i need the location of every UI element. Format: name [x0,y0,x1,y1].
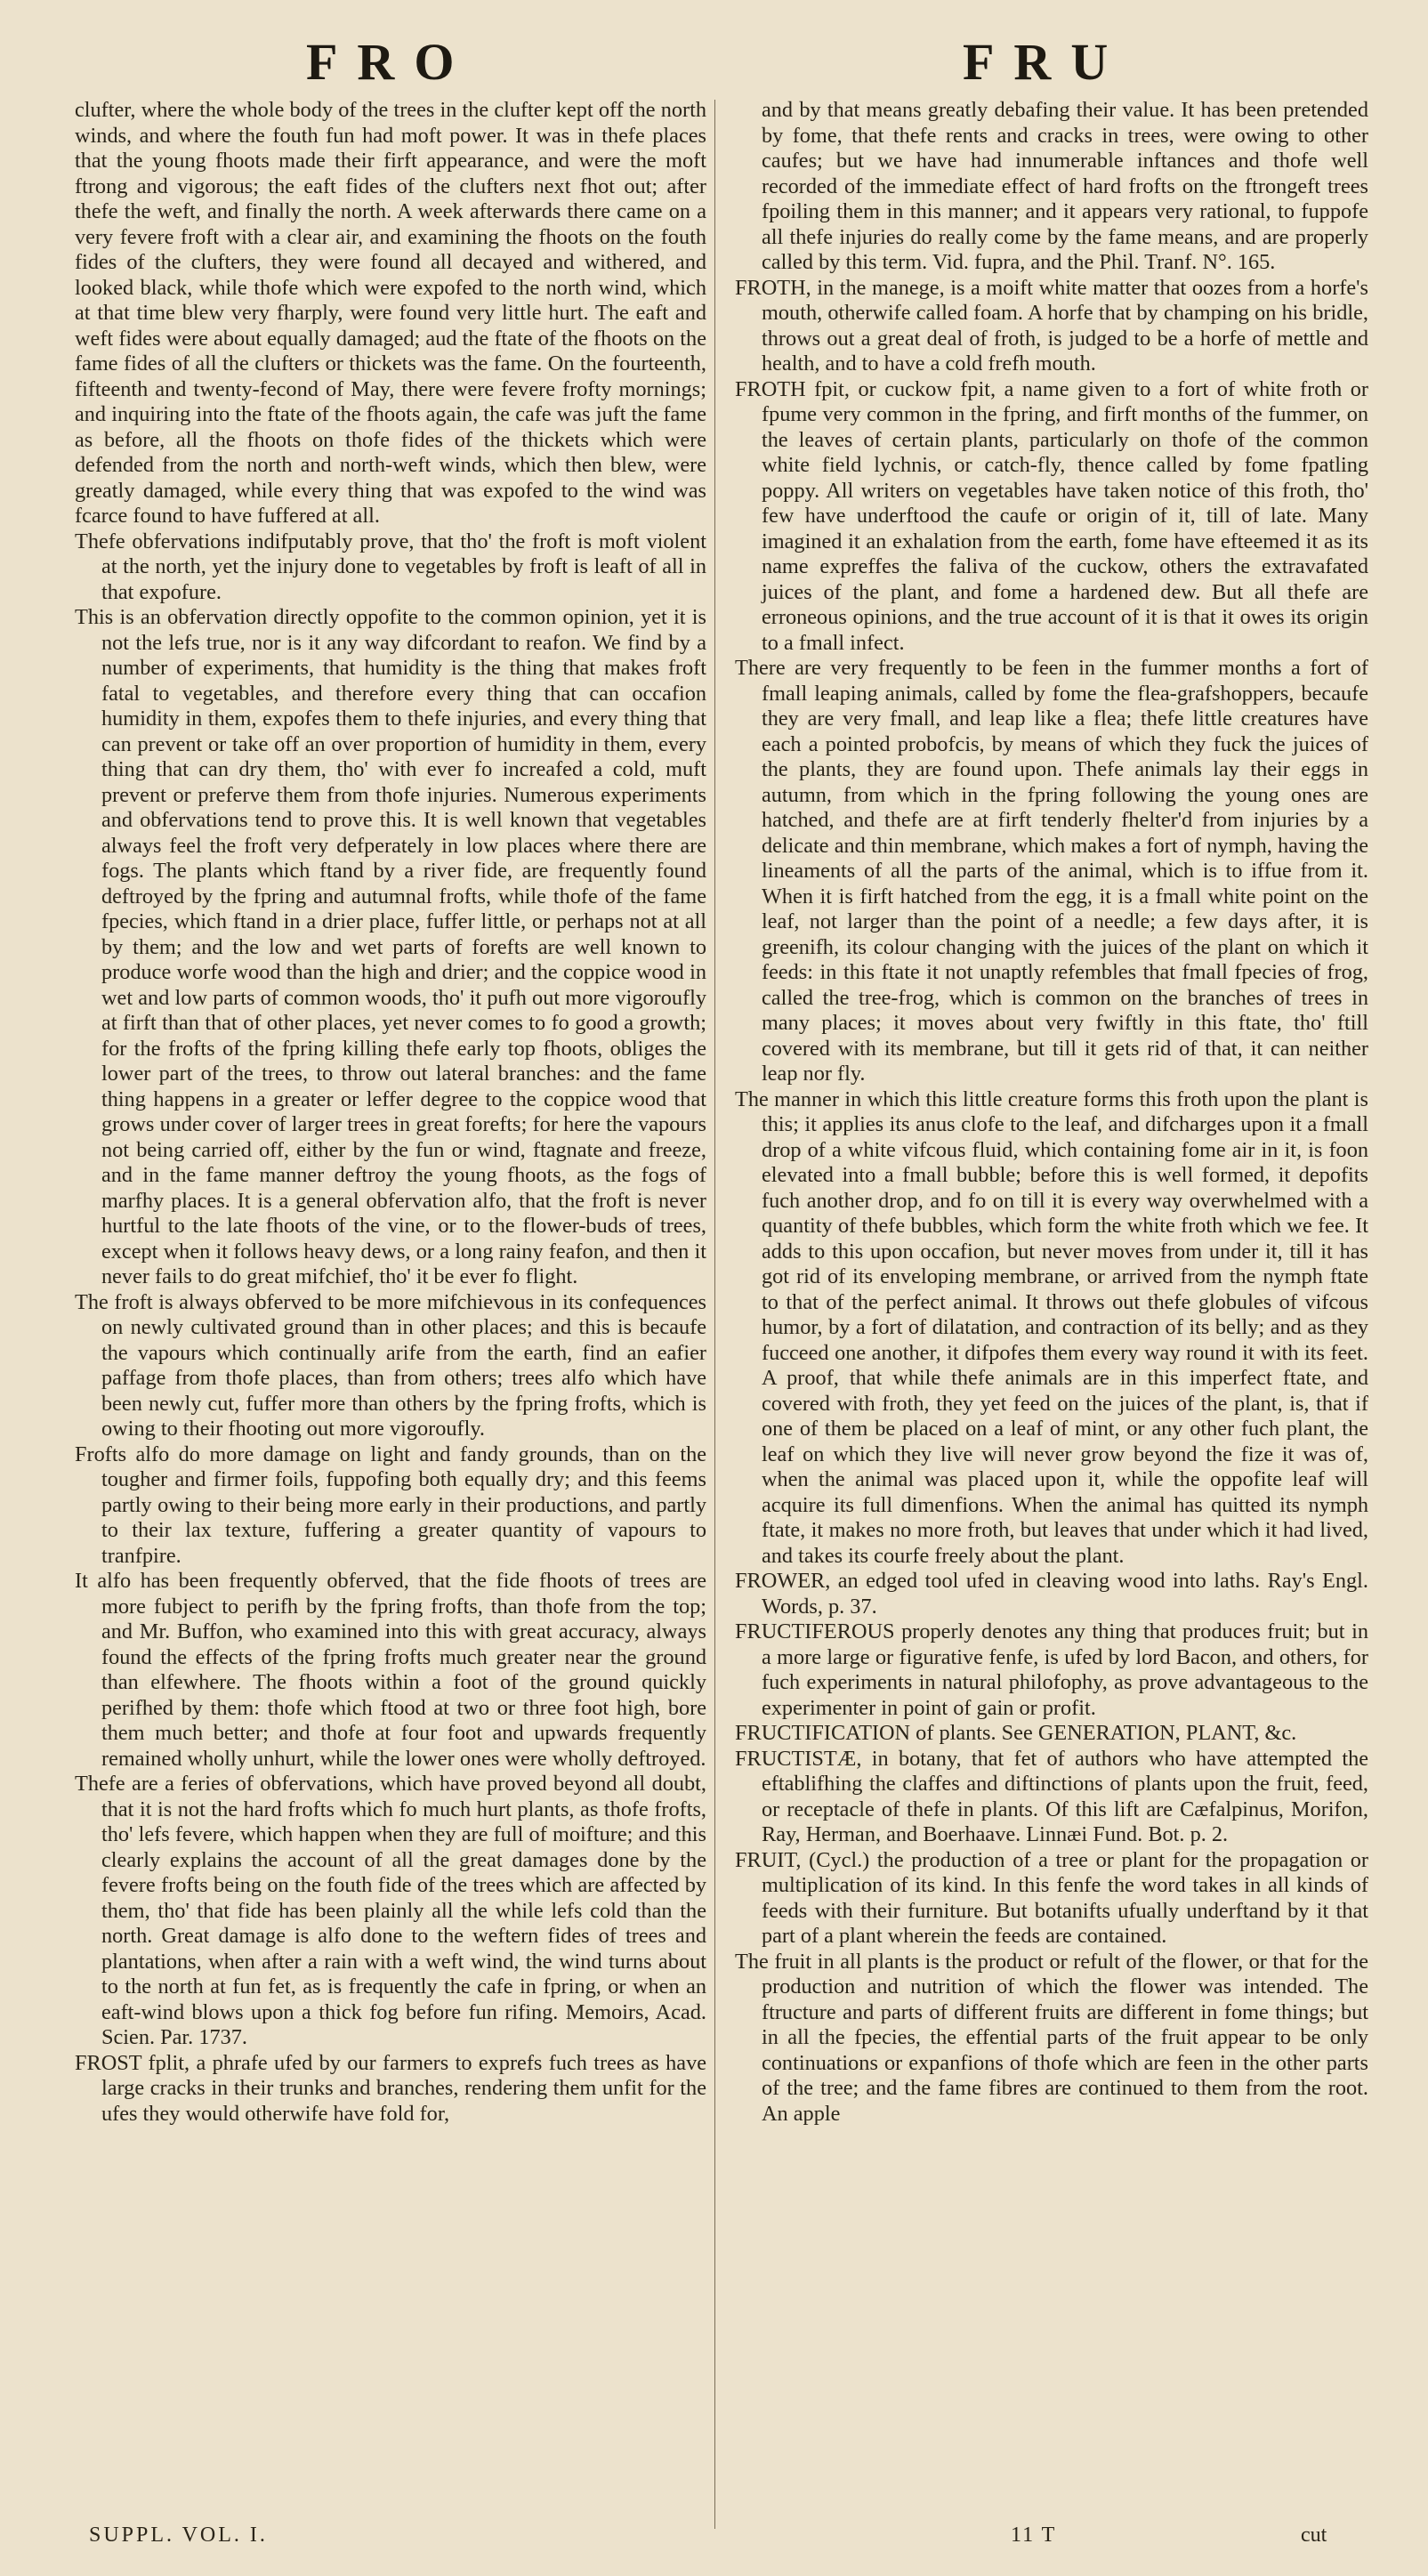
running-head-right: FRU [963,33,1128,91]
paragraph: This is an obfervation directly oppofite to the common opinion, yet it is not the lefs true, nor is it any way difcordant to reafon. We find by a number of experiments, that humidity is the thing that makes froft fatal to vegetables, and therefore every thing that can occafion humidity in them, expofes them to thefe injuries, and every thing that can prevent or take off an over proportion of humidity in them, every thing that can dry them, tho' with ever fo increafed a cold, muft prevent or preferve them from thofe injuries. Numerous experiments and obfervations tend to prove this. It is well known that vegetables always feel the froft very defperately in low places where there are fogs. The plants which ftand by a river fide, are frequently found deftroyed by the fpring and autumnal frofts, while thofe of the fame fpecies, which ftand in a drier place, fuffer little, or perhaps not at all by them; and the low and wet parts of forefts are well known to produce worfe wood than the high and drier; and the coppice wood in wet and low parts of common woods, tho' it pufh out more vigoroufly at firft than that of other places, yet never comes to fo good a growth; for the frofts of the fpring killing thefe early top fhoots, obliges the lower part of the trees, to throw out lateral branches: and the fame thing happens in a greater or leffer degree to the coppice wood that grows under cover of larger trees in great forefts; for here the vapours not being carried off, either by the fun or wind, ftagnate and freeze, and in the fame manner deftroy the young fhoots, as the fogs of marfhy places. It is a general obfervation alfo, that the froft is never hurtful to the late fhoots of the vine, or to the flower-buds of trees, except when it follows heavy dews, or a long rainy feafon, and then it never fails to do great mifchief, tho' it be ever fo flight. [75,605,706,1288]
entry-frower: FROWER, an edged tool ufed in cleaving wood into laths. Ray's Engl. Words, p. 37. [735,1569,1368,1619]
paragraph: Thefe obfervations indifputably prove, that tho' the froft is moft violent at the north, yet the injury done to vegetables by froft is leaft of all in that expofure. [75,529,706,604]
left-column [75,98,706,2127]
paragraph: Thefe are a feries of obfervations, which have proved beyond all doubt, that it is not the hard frofts which fo much hurt plants, as thofe frofts, tho' lefs fevere, which happen when they are full of moifture; and this clearly explains the account of all the great damages done by the fevere frofts being on the fouth fide of the trees which are affected by them, tho' that fide has been plainly all the while lefs cold than the north. Great damage is alfo done to the weftern fides of trees and plantations, when after a rain with a weft wind, the wind turns about to the north at fun fet, as is frequently the cafe in fpring, or when an eaft-wind blows upon a thick fog before fun rifing. Memoirs, Acad. Scien. Par. 1737. [75,1772,706,2049]
entry-froth: FROTH, in the manege, is a moift white matter that oozes from a horfe's mouth, otherwife called foam. A horfe that by champing on his bridle, throws out a great deal of froth, is judged to be a horfe of mettle and health, and to have a cold frefh mouth. [735,275,1368,375]
footer-signature: 11 T [1011,2524,1057,2547]
footer-catchword: cut [1301,2524,1327,2547]
paragraph: Frofts alfo do more damage on light and fandy grounds, than on the tougher and firmer foils, fuppofing both equally dry; and this feems partly owing to their being more early in their productions, and partly to their lax texture, fuffering a greater quantity of vapours to tranfpire. [75,1441,706,1568]
entry-fructification: FRUCTIFICATION of plants. See GENERATION, PLANT, &c. [735,1721,1297,1745]
paragraph: and by that means greatly debafing their value. It has been pretended by fome, that thefe rents and cracks in trees, were owing to other caufes; but we have had innumerable inftances and thofe well recorded of the immediate effect of hard frofts on the ftrongeft trees fpoiling them in this manner; and it appears very rational, to fuppofe all thefe injuries do really come by the fame means, and are properly called by this term. Vid. fupra, and the Phil. Tranf. N°. 165. [762,98,1368,274]
footer-volume: SUPPL. VOL. I. [89,2524,268,2547]
entry-fructistae: FRUCTISTÆ, in botany, that fet of authors who have attempted the eftablifhing the claffes and diftinctions of plants upon the fruit, feed, or receptacle of thefe in plants. Of this lift are Cæfalpinus, Morifon, Ray, Herman, and Boerhaave. Linnæi Fund. Bot. p. 2. [735,1746,1368,1846]
running-head-left: FRO [306,33,474,91]
paragraph: clufter, where the whole body of the trees in the clufter kept off the north winds, and where the fouth fun had moft power. It was in thefe places that the young fhoots made their firft appearance, and were the moft ftrong and vigorous; the eaft fides of the clufters next fhot out; after thefe the weft, and finally the north. A week afterwards there came on a very fevere froft with a clear air, and examining the fhoots on the fouth fides of the clufters, they were found all decayed and withered, and looked black, while thofe which were expofed to the north wind, which at that time blew very fharply, were found very little hurt. The eaft and weft fides were about equally damaged; aud the ftate of the fhoots on the fame fides of all the clufters or thickets was the fame. On the fourteenth, fifteenth and twenty-fecond of May, there were fevere frofty mornings; and inquiring into the ftate of the fhoots again, the cafe was juft the fame as before, all the fhoots on thofe fides of the thickets which were defended from the north and north-weft winds, which then blew, were greatly damaged, while every thing that was expofed to the wind was fcarce found to have fuffered at all. [75,98,706,528]
column-divider [714,100,715,2529]
paragraph: There are very frequently to be feen in the fummer months a fort of fmall leaping animals, called by fome the flea-grafshoppers, becaufe they are very fmall, and leap like a flea; thefe little creatures have each a pointed probofcis, by means of which they fuck the juices of the plants, they are found upon. Thefe animals lay their eggs in autumn, from which in the fpring following the young ones are hatched, and thefe are at firft tenderly fhelter'd from injuries by a delicate and thin membrane, which makes a fort of nymph, having the lineaments of all the parts of the animal, which is to iffue from it. When it is firft hatched from the egg, it is a fmall white point on the leaf, not larger than the point of a needle; a few days after, it is greenifh, its colour changing with the juices of the plant on which it feeds: in this ftate it not unaptly refembles that fmall fpecies of frog, called the tree-frog, which is common on the branches of trees in many places; it moves about very fwiftly in this ftate, tho' ftill covered with its membrane, but till it gets rid of that, it can neither leap nor fly. [735,656,1368,1086]
paragraph: The froft is always obferved to be more mifchievous in its confequences on newly cultivated ground than in other places; and this is becaufe the vapours which continually arife from the earth, find an eafier paffage from thofe places, than from others; trees alfo which have been newly cut, fuffer more than others by the fpring frofts, which is owing to their fhooting out more vigoroufly. [75,1289,706,1441]
entry-fruit: FRUIT, (Cycl.) the production of a tree or plant for the propagation or multiplication of its kind. In this fenfe the word takes in all kinds of feeds with their furniture. But botanifts ufually underftand by it that part of a plant wherein the feeds are contained. [735,1847,1368,1948]
entry-frost-split: FROST fplit, a phrafe ufed by our farmers to exprefs fuch trees as have large cracks in their trunks and branches, rendering them unfit for the ufes they would otherwife have fold for, [75,2050,706,2126]
entry-fructiferous: FRUCTIFEROUS properly denotes any thing that produces fruit; but in a more large or figurative fenfe, is ufed by lord Bacon, and others, for fuch experiments in natural philofophy, as prove advantageous to the experimenter in point of gain or profit. [735,1619,1368,1720]
entry-froth-spit: FROTH fpit, or cuckow fpit, a name given to a fort of white froth or fpume very common in the fpring, and firft months of the fummer, on the leaves of certain plants, particularly on thofe of the common white field lychnis, or catch-fly, thence called by fome fpatling poppy. All writers on vegetables have taken notice of this froth, tho' few have underftood the caufe or origin of it, till of late. Many imagined it an exhalation from the earth, fome have efteemed it as its name expreffes the faliva of the cuckow, others the extravafated juices of the plant, and fome a hardened dew. But all thefe are erroneous opinions, and the true account of it is that it owes its origin to a fmall infect. [735,376,1368,655]
paragraph: The manner in which this little creature forms this froth upon the plant is this; it applies its anus clofe to the leaf, and difcharges upon it a fmall drop of a white vifcous fluid, which containing fome air in it, is foon elevated into a fmall bubble; before this is well formed, it depofits fuch another drop, and fo on till it is every way overwhelmed with a quantity of thefe bubbles, which form the white froth which we fee. It adds to this upon occafion, but never moves from under it, till it has got rid of its enveloping membrane, or arrived from the nymph ftate to that of the perfect animal. It throws out thefe globules of vifcous humor, by a fort of dilatation, and contraction of its belly; and as they fucceed one another, it difpofes them every way round it with its feet. A proof, that while thefe animals are in this imperfect ftate, and covered with froth, they yet feed on the juices of the plant, is, that if one of them be placed on a leaf of mint, or any other fuch plant, the leaf on which they live will never grow beyond the fize it was of, when the animal was placed upon it, while the oppofite leaf will acquire its full dimenfions. When the animal has quitted its nymph ftate, it makes no more froth, but leaves that under which it had lived, and takes its courfe freely about the plant. [735,1086,1368,1568]
paragraph: The fruit in all plants is the product or refult of the flower, or that for the production and nutrition of which the flower was intended. The ftructure and parts of different fruits are different in fome things; but in all the fpecies, the effential parts of the fruit appear to be only continuations or expanfions of thofe which are feen in the other parts of the tree; and the fame fibres are continued to them from the root. An apple [735,1949,1368,2126]
right-column [735,98,1368,2127]
paragraph: It alfo has been frequently obferved, that the fide fhoots of trees are more fubject to perifh by the fpring frofts, than thofe from the top; and Mr. Buffon, who examined into this with great accuracy, always found the effects of the fpring frofts much greater near the ground than elfewhere. The fhoots within a foot of the ground quickly perifhed by them: thofe which ftood at two or three foot high, bore them much better; and thofe at four foot and upwards frequently remained wholly unhurt, while the lower ones were wholly deftroyed. [75,1569,706,1771]
